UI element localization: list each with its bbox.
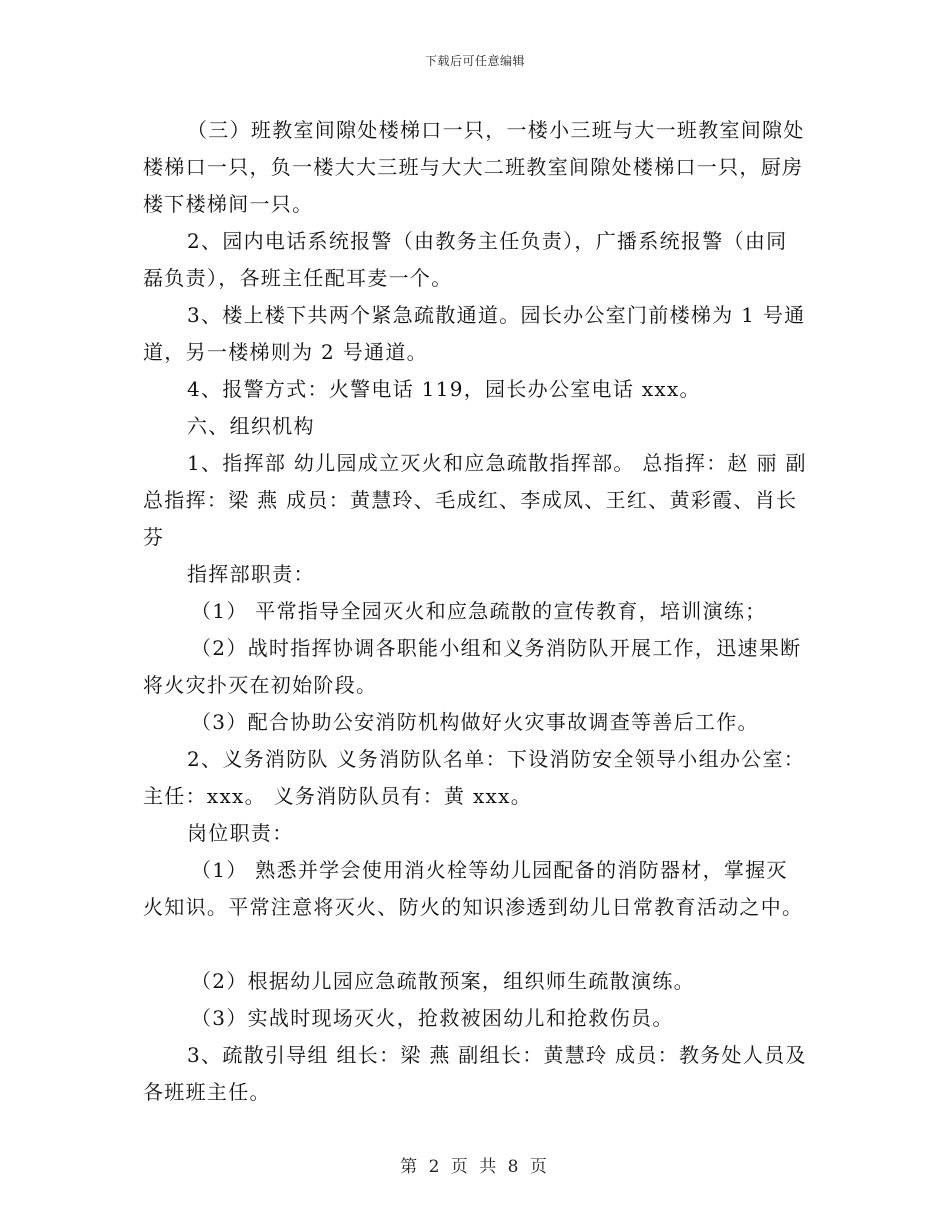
paragraph-escape-stairs: （三）班教室间隙处楼梯口一只，一楼小三班与大一班教室间隙处楼梯口一只，负一楼大大三班与大大二班教室间隙处楼梯口一只，厨房楼下楼梯间一只。: [143, 118, 805, 216]
paragraph-phone-alarm: 2、园内电话系统报警（由教务主任负责），广播系统报警（由同磊负责），各班主任配耳麦一个。: [143, 229, 788, 290]
paragraph-alarm-method: 4、报警方式：火警电话 119，园长办公室电话 xxx。: [187, 377, 701, 401]
paragraph-command-duty-3: （3）配合协助公安消防机构做好火灾事故调查等善后工作。: [191, 710, 759, 734]
blank-line: [143, 926, 808, 963]
paragraph-post-duty-1: （1） 熟悉并学会使用消火栓等幼儿园配备的消防器材，掌握灭火知识。平常注意将灭火、防火的知识渗透到幼儿日常教育活动之中。: [143, 858, 804, 919]
paragraph-evacuation-routes: 3、楼上楼下共两个紧急疏散通道。园长办公室门前楼梯为 1 号通道，另一楼梯则为 2 号通道。: [143, 303, 806, 364]
paragraph-command-duties-title: 指挥部职责：: [187, 562, 315, 586]
paragraph-command-center: 1、指挥部 幼儿园成立灭火和应急疏散指挥部。 总指挥：赵 丽 副总指挥：梁 燕 成员：黄慧玲、毛成红、李成凤、王红、黄彩霞、肖长芬: [143, 451, 807, 549]
paragraph-volunteer-fire-team: 2、义务消防队 义务消防队名单：下设消防安全领导小组办公室：主任：xxx。 义务消防队员有：黄 xxx。: [143, 747, 806, 808]
page-header: 下载后可任意编辑: [424, 54, 525, 68]
paragraph-post-duty-3: （3）实战时现场灭火，抢救被困幼儿和抢救伤员。: [191, 1006, 674, 1030]
section-heading-organization: 六、组织机构: [187, 414, 315, 438]
paragraph-command-duty-1: （1） 平常指导全园灭火和应急疏散的宣传教育，培训演练；: [191, 599, 767, 623]
paragraph-post-duties-title: 岗位职责：: [187, 821, 294, 845]
paragraph-command-duty-2: （2）战时指挥协调各职能小组和义务消防队开展工作，迅速果断将火灾扑灭在初始阶段。: [143, 636, 802, 697]
page-number: 第 2 页 共 8 页: [400, 1157, 550, 1177]
document-body: [143, 112, 808, 1111]
paragraph-post-duty-2: （2）根据幼儿园应急疏散预案，组织师生疏散演练。: [191, 969, 695, 993]
paragraph-evacuation-guide-group: 3、疏散引导组 组长：梁 燕 副组长：黄慧玲 成员：教务处人员及各班班主任。: [143, 1043, 807, 1104]
